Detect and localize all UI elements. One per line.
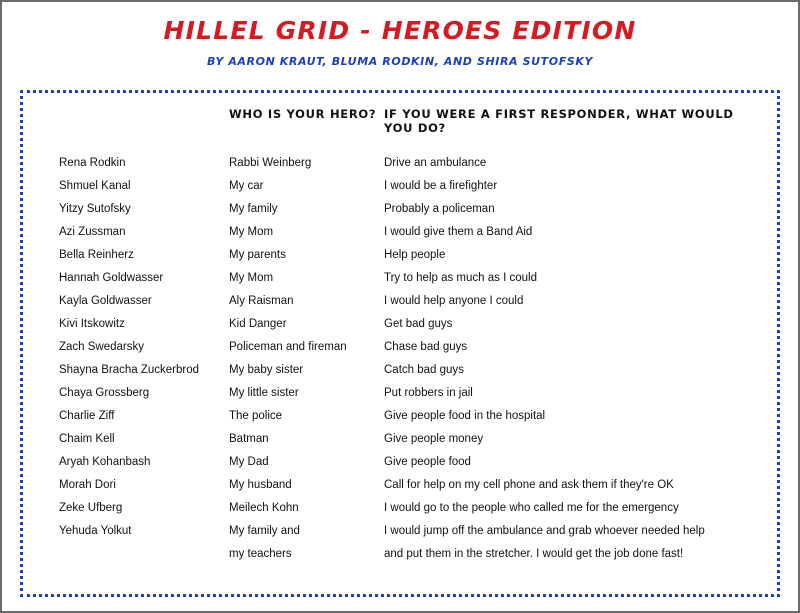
cell-hero: My baby sister [229,363,304,376]
table-header [33,107,767,151]
table-row [33,519,767,542]
table-row [33,542,767,565]
cell-name: Aryah Kohanbash [59,455,151,468]
column-header-hero: WHO IS YOUR HERO? [229,107,377,121]
table-row [33,151,767,174]
column-header-name [33,107,229,151]
cell-name: Chaim Kell [59,432,115,445]
cell-action: and put them in the stretcher. I would get the job done fast! [384,547,684,560]
cell-name: Shayna Bracha Zuckerbrod [59,363,199,376]
cell-name: Azi Zussman [59,225,126,238]
table-header-row [33,107,767,151]
cell-hero: My Mom [229,225,274,238]
cell-hero: My Mom [229,271,274,284]
table-row [33,243,767,266]
cell-action: Put robbers in jail [384,386,473,399]
cell-action: Chase bad guys [384,340,468,353]
cell-hero: Rabbi Weinberg [229,156,312,169]
table-row [33,496,767,519]
cell-name: Kivi Itskowitz [59,317,125,330]
cell-name: Charlie Ziff [59,409,115,422]
cell-hero: My husband [229,478,292,491]
cell-name: Morah Dori [59,478,116,491]
table-body [33,151,767,565]
cell-action: Probably a policeman [384,202,495,215]
cell-hero: My Dad [229,455,269,468]
cell-name: Chaya Grossberg [59,386,150,399]
cell-action: Give people money [384,432,484,445]
cell-action: Catch bad guys [384,363,464,376]
table-row [33,335,767,358]
cell-action: I would be a firefighter [384,179,498,192]
hillel-grid-table [33,107,767,565]
cell-action: Call for help on my cell phone and ask them if they're OK [384,478,674,491]
table-row [33,404,767,427]
cell-hero: my teachers [229,547,292,560]
cell-hero: Aly Raisman [229,294,294,307]
table-row [33,381,767,404]
cell-action: I would go to the people who called me for the emergency [384,501,679,514]
table-row [33,220,767,243]
cell-name: Kayla Goldwasser [59,294,152,307]
cell-hero: Batman [229,432,269,445]
cell-hero: My little sister [229,386,299,399]
table-row [33,450,767,473]
cell-action: Give people food [384,455,471,468]
cell-hero: The police [229,409,283,422]
table-row [33,197,767,220]
table-row [33,312,767,335]
cell-action: Try to help as much as I could [384,271,537,284]
cell-hero: My parents [229,248,286,261]
cell-name: Zeke Ufberg [59,501,123,514]
cell-action: Give people food in the hospital [384,409,546,422]
table-row [33,266,767,289]
cell-action: Drive an ambulance [384,156,487,169]
cell-name: Bella Reinherz [59,248,134,261]
table-row [33,174,767,197]
cell-hero: Kid Danger [229,317,287,330]
byline: BY AARON KRAUT, BLUMA RODKIN, AND SHIRA SUTOFSKY [206,55,594,68]
cell-name: Hannah Goldwasser [59,271,164,284]
cell-name: Yehuda Yolkut [59,524,132,537]
cell-hero: My car [229,179,264,192]
cell-hero: Meilech Kohn [229,501,299,514]
cell-hero: Policeman and fireman [229,340,347,353]
cell-name: Yitzy Sutofsky [59,202,131,215]
cell-action: Help people [384,248,446,261]
cell-hero: My family and [229,524,300,537]
table-row [33,289,767,312]
column-header-action: IF YOU WERE A FIRST RESPONDER, WHAT WOULD YOU DO? [384,107,734,135]
cell-name: Rena Rodkin [59,156,126,169]
cell-name: Zach Swedarsky [59,340,145,353]
table-row [33,427,767,450]
table-row [33,473,767,496]
table-row [33,358,767,381]
cell-action: I would jump off the ambulance and grab whoever needed help [384,524,705,537]
grid-container [20,90,780,597]
page-title: HILLEL GRID - HEROES EDITION [163,16,637,45]
cell-action: I would give them a Band Aid [384,225,533,238]
cell-name: Shmuel Kanal [59,179,131,192]
cell-hero: My family [229,202,278,215]
cell-action: I would help anyone I could [384,294,524,307]
cell-name [33,542,229,565]
cell-action: Get bad guys [384,317,453,330]
